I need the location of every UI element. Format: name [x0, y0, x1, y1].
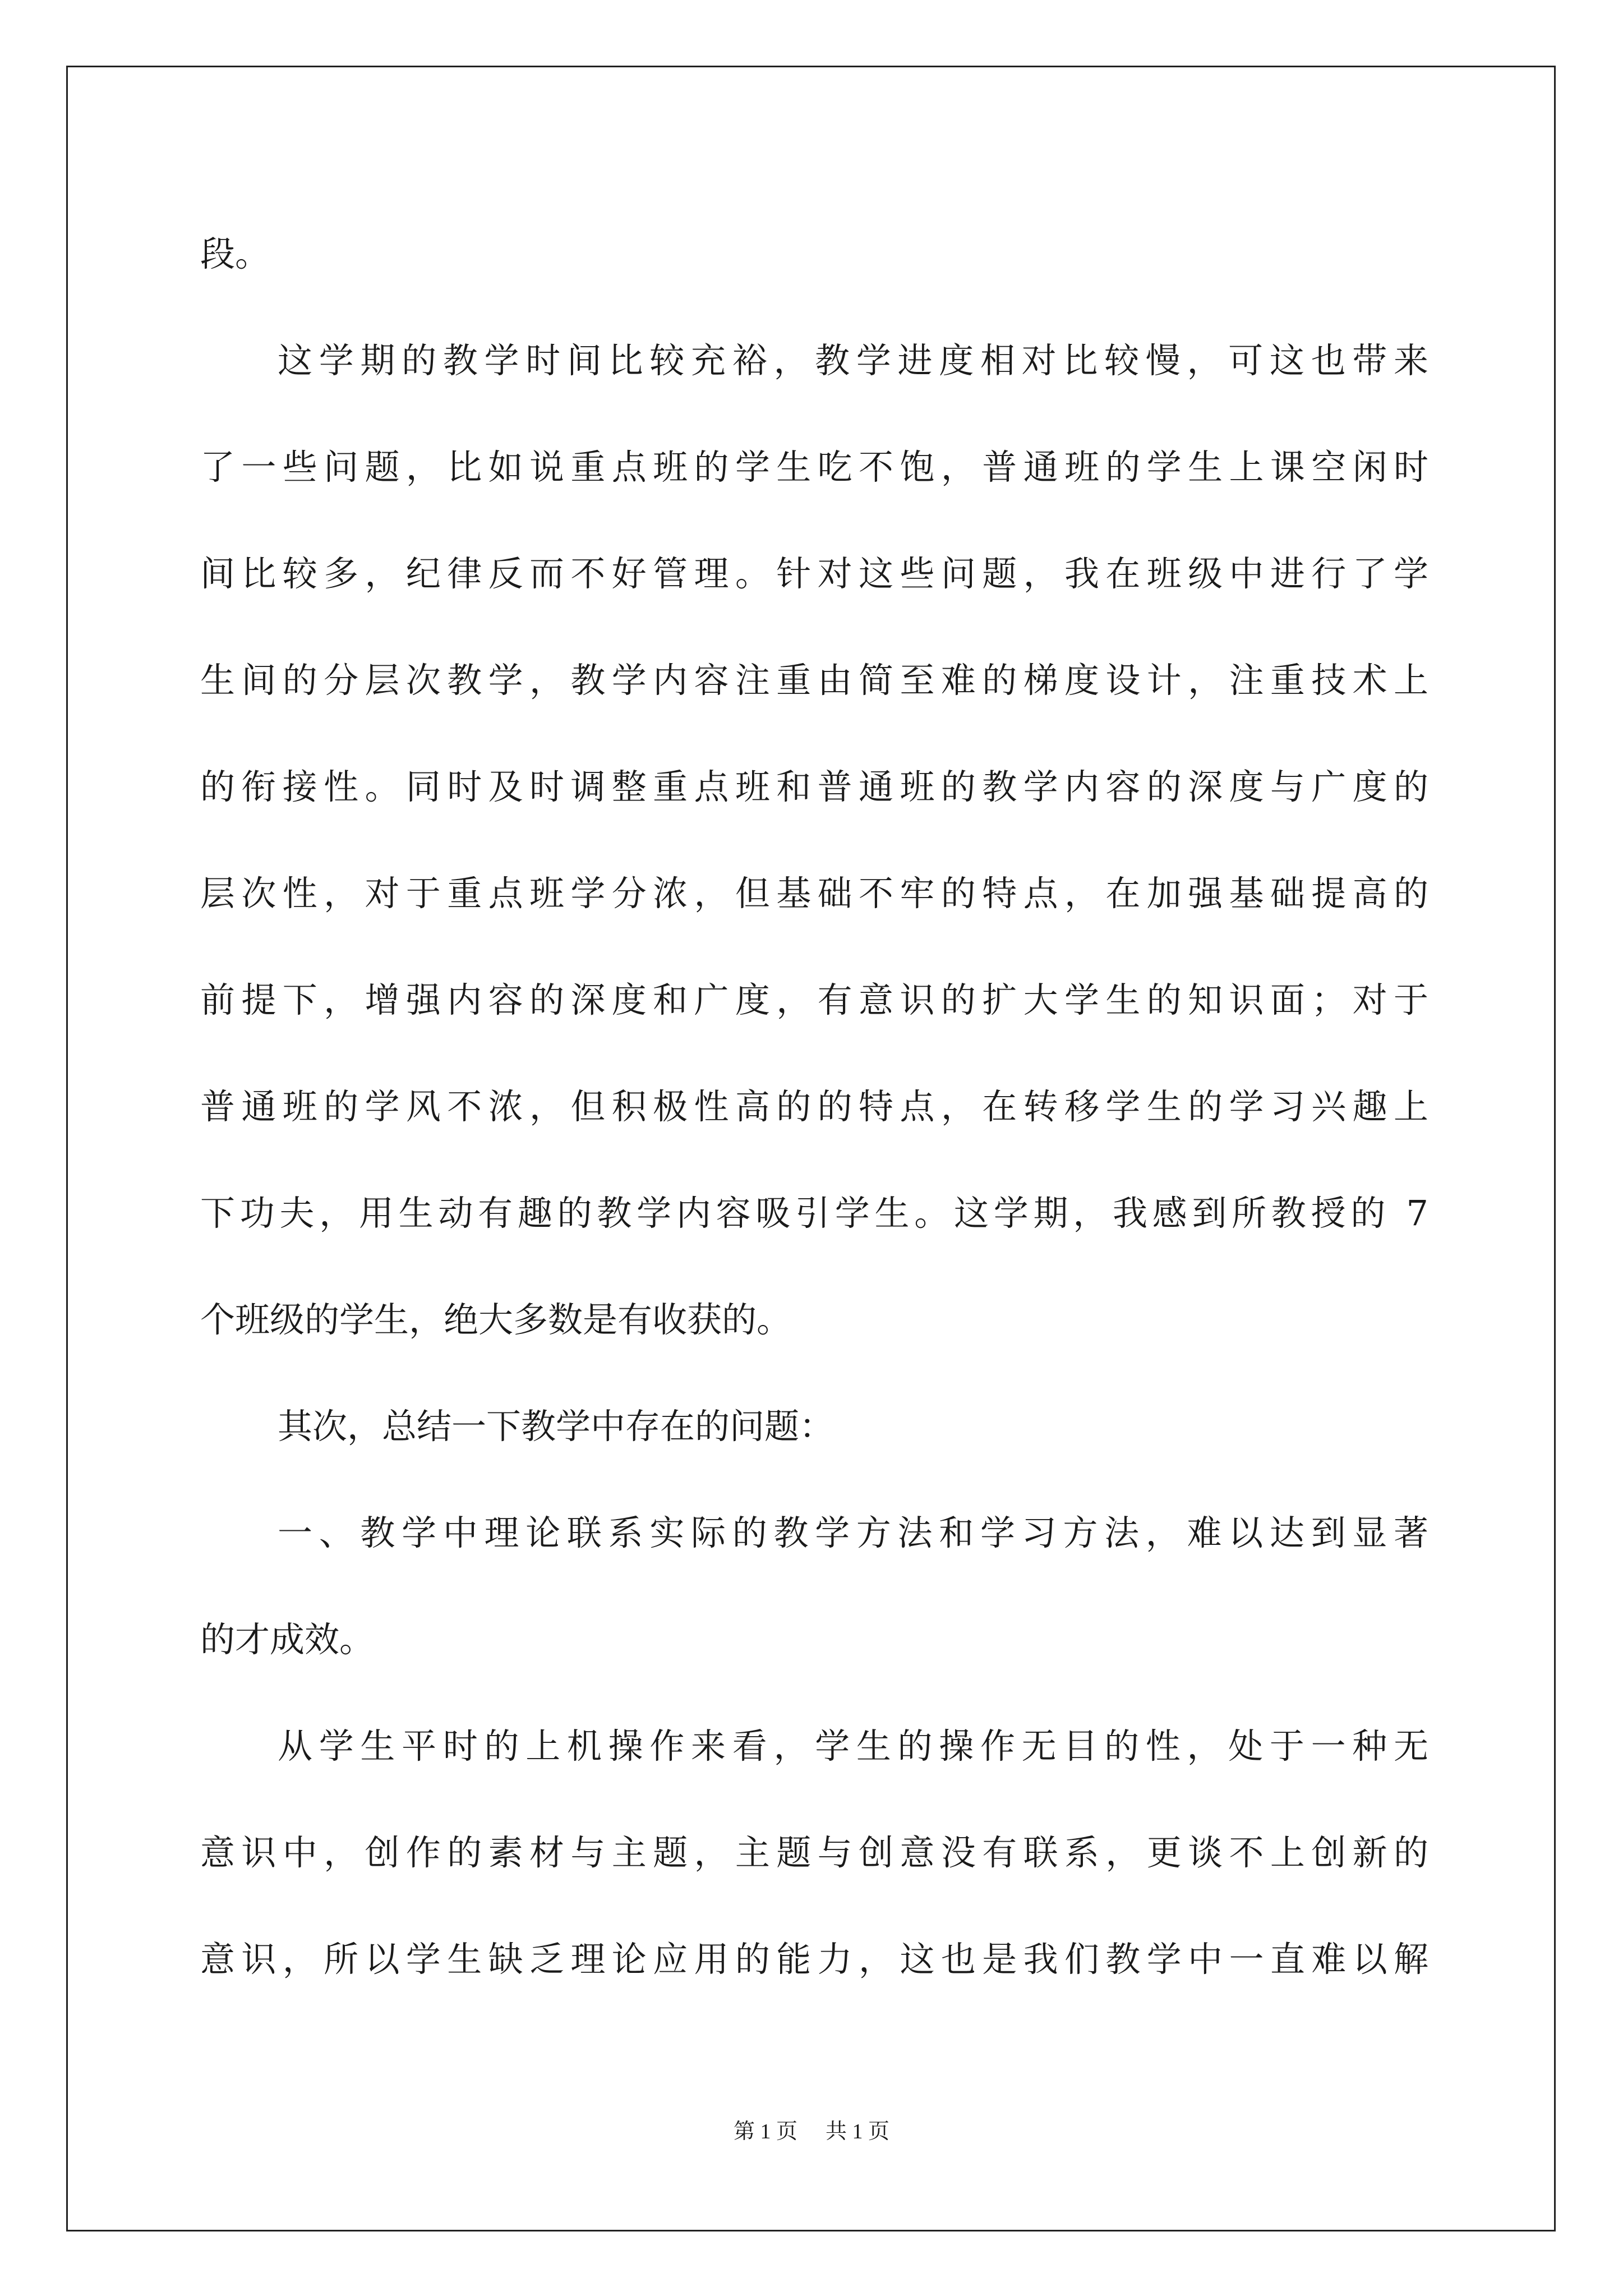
page-total: 共 1 页 [826, 2120, 890, 2143]
text-line: 意识，所以学生缺乏理论应用的能力，这也是我们教学中一直难以解 [200, 1939, 1428, 1980]
document-body [200, 201, 1428, 2013]
page-number: 第 1 页 [733, 2120, 797, 2143]
text-line: 一、教学中理论联系实际的教学方法和学习方法，难以达到显著 [278, 1512, 1428, 1553]
text-line: 这学期的教学时间比较充裕，教学进度相对比较慢，可这也带来 [278, 340, 1428, 381]
text-line: 的才成效。 [200, 1619, 375, 1660]
text-line: 其次，总结一下教学中存在的问题： [278, 1406, 834, 1447]
text-line: 生间的分层次教学，教学内容注重由简至难的梯度设计，注重技术上 [200, 660, 1428, 701]
text-line: 的衔接性。同时及时调整重点班和普通班的教学内容的深度与广度的 [200, 766, 1428, 807]
page-footer [0, 2118, 1623, 2146]
text-line: 了一些问题，比如说重点班的学生吃不饱，普通班的学生上课空闲时 [200, 447, 1428, 487]
text-line: 普通班的学风不浓，但积极性高的的特点，在转移学生的学习兴趣上 [200, 1086, 1428, 1127]
text-line: 前提下，增强内容的深度和广度，有意识的扩大学生的知识面；对于 [200, 979, 1428, 1020]
text-line: 意识中，创作的素材与主题，主题与创意没有联系，更谈不上创新的 [200, 1832, 1428, 1873]
text-line: 层次性，对于重点班学分浓，但基础不牢的特点，在加强基础提高的 [200, 873, 1428, 914]
text-line: 间比较多，纪律反而不好管理。针对这些问题，我在班级中进行了学 [200, 553, 1428, 594]
text-line: 个班级的学生，绝大多数是有收获的。 [200, 1299, 792, 1340]
text-line: 下功夫，用生动有趣的教学内容吸引学生。这学期，我感到所教授的 7 [200, 1193, 1428, 1234]
text-line: 从学生平时的上机操作来看，学生的操作无目的性，处于一种无 [278, 1726, 1428, 1766]
text-line: 段。 [200, 233, 270, 274]
